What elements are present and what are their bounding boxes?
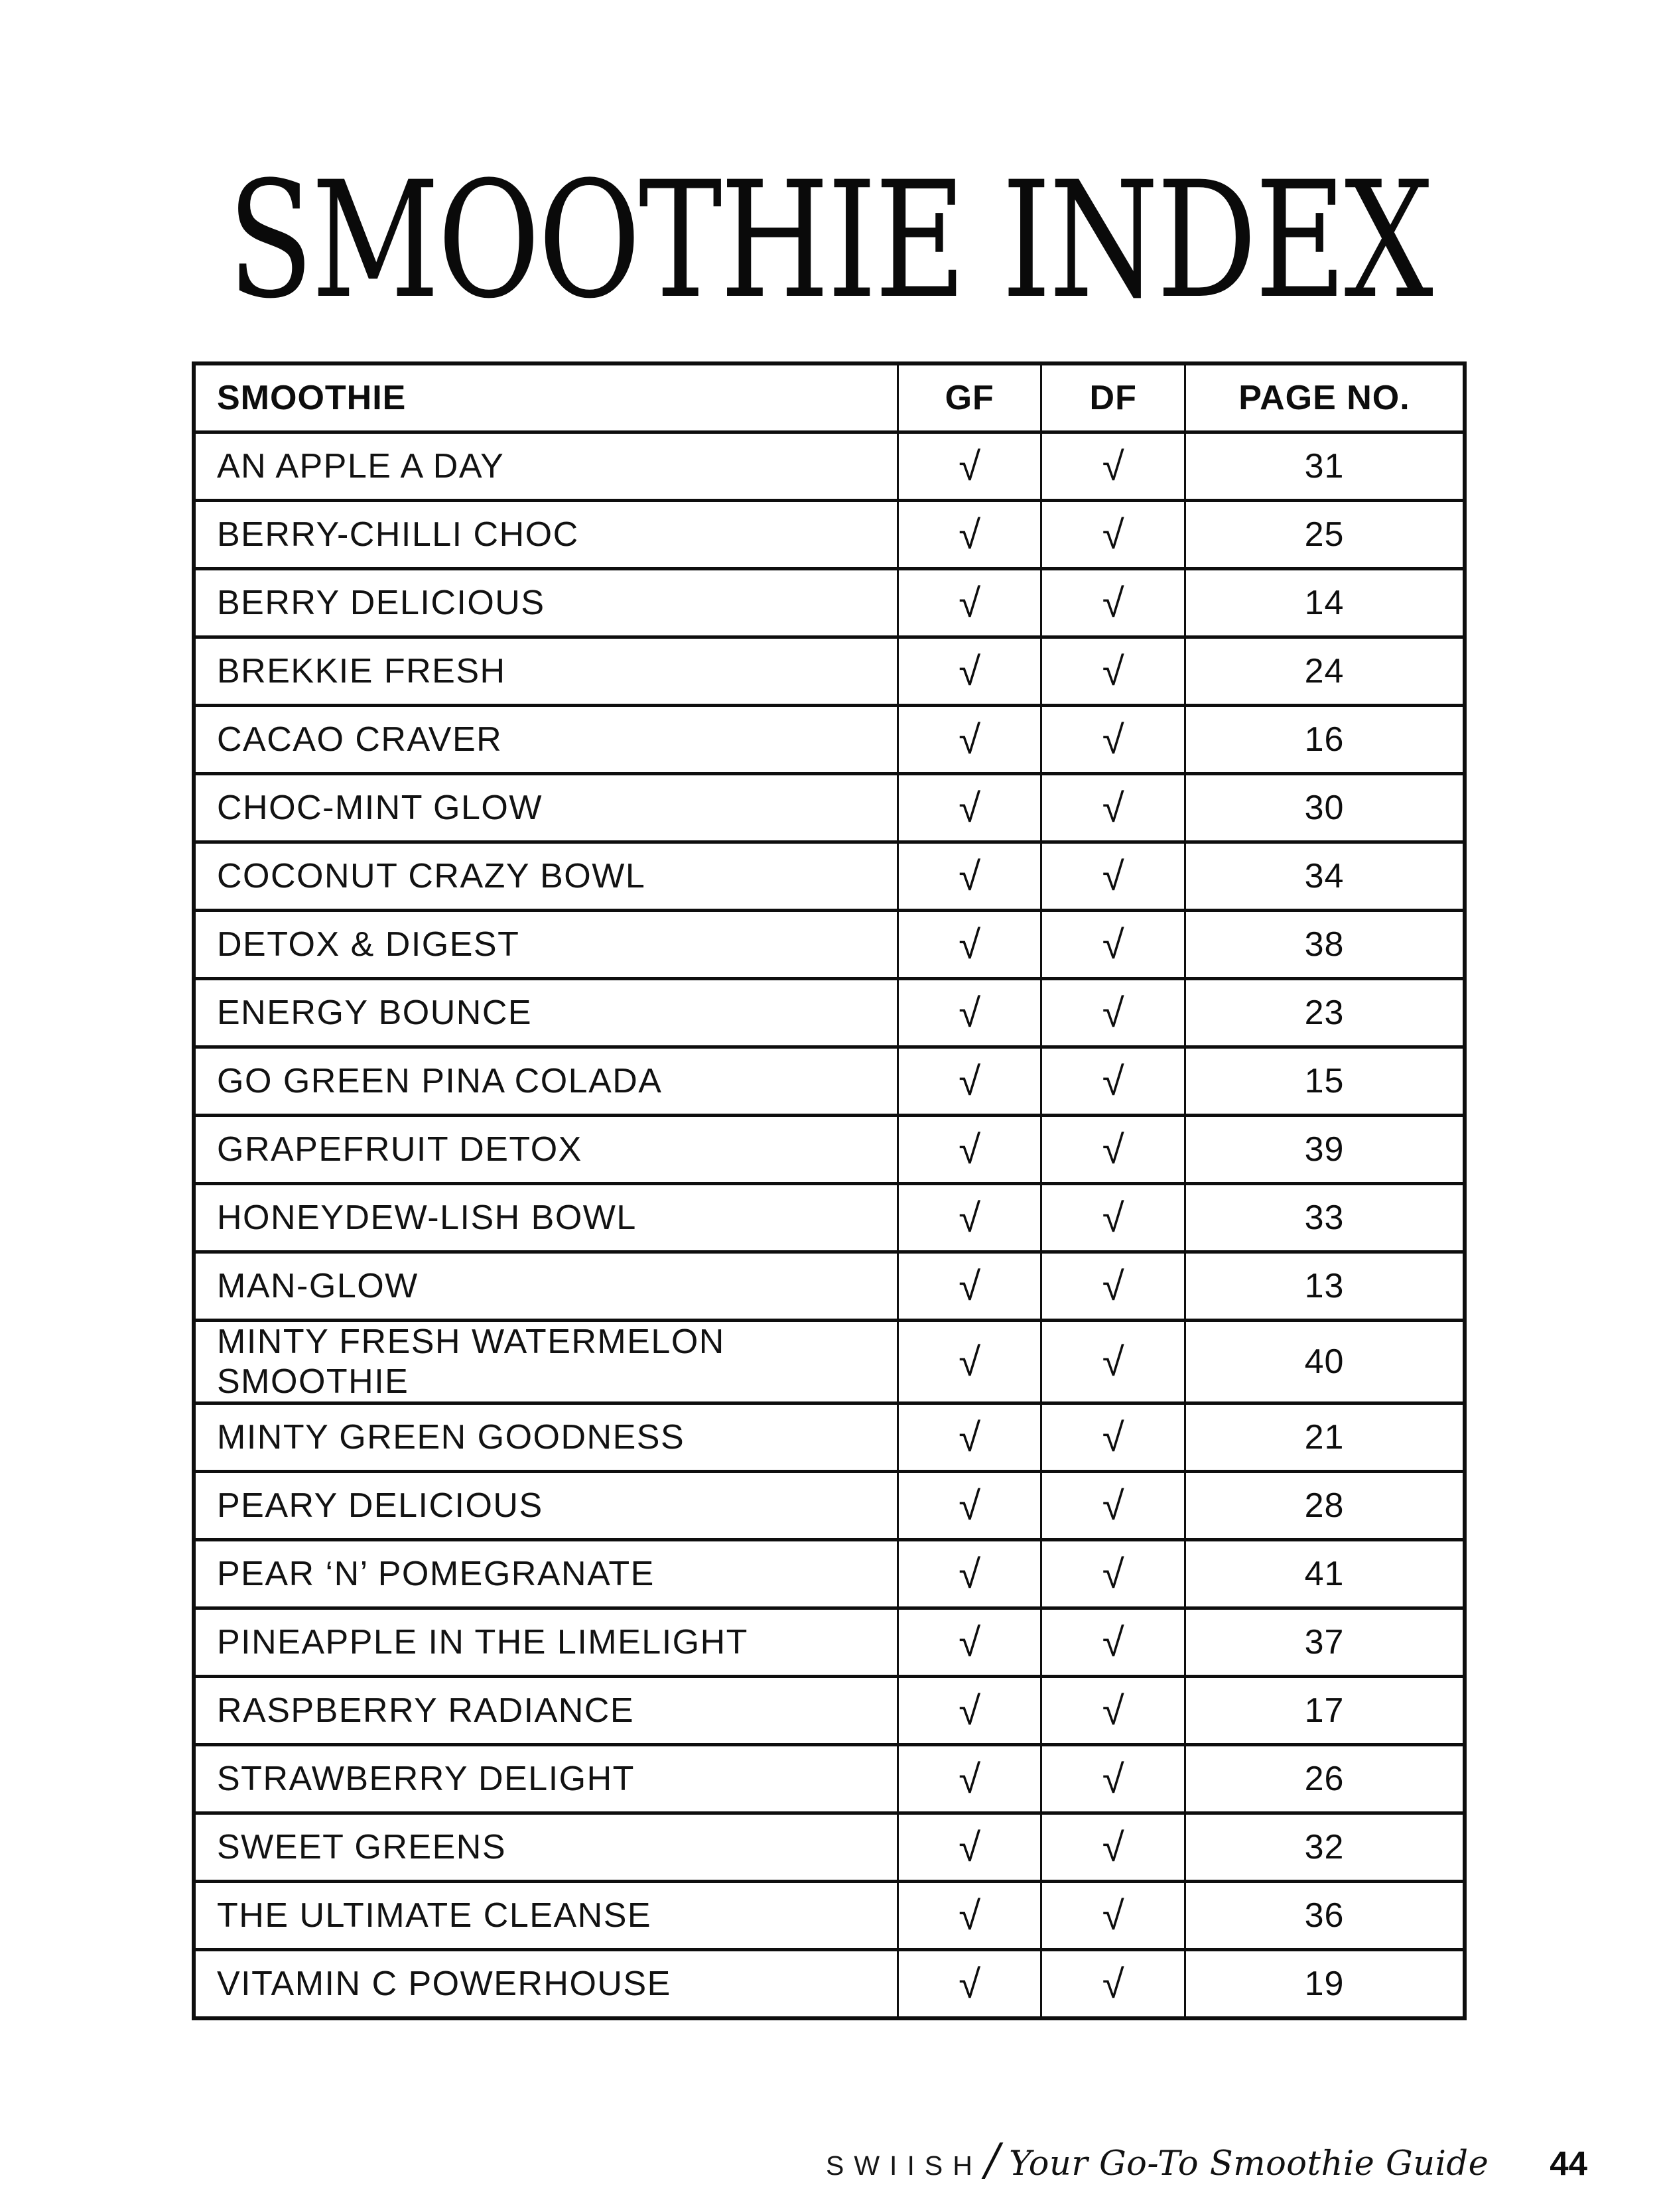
header-smoothie: SMOOTHIE [194,363,897,432]
df-check-cell: √ [1041,1321,1185,1403]
footer-slash: / [984,2134,1000,2185]
df-check-cell: √ [1041,842,1185,911]
page-number-cell: 25 [1185,501,1465,569]
gf-check-cell: √ [897,569,1041,637]
smoothie-name-cell: VITAMIN C POWERHOUSE [194,1950,897,2019]
df-check-cell: √ [1041,1047,1185,1116]
smoothie-name-cell: GO GREEN PINA COLADA [194,1047,897,1116]
smoothie-name-cell: PEAR ‘N’ POMEGRANATE [194,1540,897,1608]
smoothie-name-cell: RASPBERRY RADIANCE [194,1677,897,1745]
page-number-cell: 15 [1185,1047,1465,1116]
df-check-cell: √ [1041,501,1185,569]
smoothie-name-cell: MINTY GREEN GOODNESS [194,1403,897,1472]
page-number-cell: 33 [1185,1184,1465,1252]
page-number-cell: 23 [1185,979,1465,1047]
page-number-cell: 40 [1185,1321,1465,1403]
page-number-cell: 39 [1185,1116,1465,1184]
gf-check-cell: √ [897,432,1041,501]
smoothie-name-cell: HONEYDEW-LISH BOWL [194,1184,897,1252]
df-check-cell: √ [1041,1252,1185,1321]
gf-check-cell: √ [897,1472,1041,1540]
page-number-cell: 16 [1185,706,1465,774]
df-check-cell: √ [1041,1472,1185,1540]
gf-check-cell: √ [897,1813,1041,1882]
gf-check-cell: √ [897,1047,1041,1116]
df-check-cell: √ [1041,637,1185,706]
gf-check-cell: √ [897,1950,1041,2019]
table-row [194,569,1465,637]
table-row [194,774,1465,842]
footer-tagline: Your Go-To Smoothie Guide [1009,2144,1489,2183]
gf-check-cell: √ [897,1252,1041,1321]
table-row [194,1116,1465,1184]
table-row [194,1745,1465,1813]
table-row [194,1882,1465,1950]
smoothie-name-cell: MAN-GLOW [194,1252,897,1321]
df-check-cell: √ [1041,911,1185,979]
smoothie-name-cell: COCONUT CRAZY BOWL [194,842,897,911]
smoothie-name-cell: CHOC-MINT GLOW [194,774,897,842]
table-row [194,1047,1465,1116]
page-number-cell: 34 [1185,842,1465,911]
page-number-cell: 24 [1185,637,1465,706]
page-number-cell: 36 [1185,1882,1465,1950]
gf-check-cell: √ [897,1540,1041,1608]
smoothie-name-cell: ENERGY BOUNCE [194,979,897,1047]
gf-check-cell: √ [897,979,1041,1047]
table-row [194,1813,1465,1882]
table-row [194,706,1465,774]
df-check-cell: √ [1041,1116,1185,1184]
df-check-cell: √ [1041,774,1185,842]
smoothie-name-cell: STRAWBERRY DELIGHT [194,1745,897,1813]
table-row [194,842,1465,911]
smoothie-name-cell: SWEET GREENS [194,1813,897,1882]
table-row [194,1608,1465,1677]
df-check-cell: √ [1041,1745,1185,1813]
gf-check-cell: √ [897,911,1041,979]
df-check-cell: √ [1041,1950,1185,2019]
table-row [194,432,1465,501]
table-row [194,1472,1465,1540]
header-gf: GF [897,363,1041,432]
table-row [194,1950,1465,2019]
df-check-cell: √ [1041,1608,1185,1677]
table-row [194,501,1465,569]
page-number-cell: 41 [1185,1540,1465,1608]
table-body [194,432,1465,2019]
df-check-cell: √ [1041,1403,1185,1472]
header-page-no: PAGE NO. [1185,363,1465,432]
gf-check-cell: √ [897,842,1041,911]
page-title: SMOOTHIE INDEX [228,147,1431,334]
gf-check-cell: √ [897,1677,1041,1745]
gf-check-cell: √ [897,1321,1041,1403]
gf-check-cell: √ [897,1116,1041,1184]
smoothie-name-cell: THE ULTIMATE CLEANSE [194,1882,897,1950]
gf-check-cell: √ [897,1608,1041,1677]
gf-check-cell: √ [897,774,1041,842]
page-number-cell: 17 [1185,1677,1465,1745]
df-check-cell: √ [1041,569,1185,637]
table-row [194,1252,1465,1321]
table-row [194,911,1465,979]
smoothie-name-cell: MINTY FRESH WATERMELON SMOOTHIE [194,1321,897,1403]
smoothie-name-cell: CACAO CRAVER [194,706,897,774]
smoothie-name-cell: DETOX & DIGEST [194,911,897,979]
brand-text: SWIISH [826,2150,982,2181]
header-df: DF [1041,363,1185,432]
page-number-cell: 38 [1185,911,1465,979]
gf-check-cell: √ [897,1882,1041,1950]
df-check-cell: √ [1041,432,1185,501]
table-row [194,1677,1465,1745]
table-row [194,1403,1465,1472]
table-row [194,1540,1465,1608]
smoothie-name-cell: BERRY DELICIOUS [194,569,897,637]
page-number-cell: 19 [1185,1950,1465,2019]
gf-check-cell: √ [897,1745,1041,1813]
gf-check-cell: √ [897,706,1041,774]
df-check-cell: √ [1041,1813,1185,1882]
table-row [194,1184,1465,1252]
gf-check-cell: √ [897,637,1041,706]
table-row [194,1321,1465,1403]
page-number-cell: 28 [1185,1472,1465,1540]
gf-check-cell: √ [897,1403,1041,1472]
table-row [194,979,1465,1047]
page-footer [826,2134,1587,2185]
df-check-cell: √ [1041,706,1185,774]
page-number-cell: 26 [1185,1745,1465,1813]
gf-check-cell: √ [897,501,1041,569]
page-number-cell: 13 [1185,1252,1465,1321]
smoothie-name-cell: BREKKIE FRESH [194,637,897,706]
smoothie-name-cell: PINEAPPLE IN THE LIMELIGHT [194,1608,897,1677]
smoothie-name-cell: BERRY-CHILLI CHOC [194,501,897,569]
footer-page-number: 44 [1550,2144,1587,2182]
page-number-cell: 32 [1185,1813,1465,1882]
smoothie-name-cell: PEARY DELICIOUS [194,1472,897,1540]
table-header-row [194,363,1465,432]
table-row [194,637,1465,706]
page-number-cell: 14 [1185,569,1465,637]
page-number-cell: 37 [1185,1608,1465,1677]
smoothie-name-cell: AN APPLE A DAY [194,432,897,501]
df-check-cell: √ [1041,1540,1185,1608]
df-check-cell: √ [1041,1184,1185,1252]
smoothie-name-cell: GRAPEFRUIT DETOX [194,1116,897,1184]
gf-check-cell: √ [897,1184,1041,1252]
page-number-cell: 31 [1185,432,1465,501]
page-number-cell: 30 [1185,774,1465,842]
smoothie-index-table [192,361,1467,2020]
df-check-cell: √ [1041,979,1185,1047]
page-number-cell: 21 [1185,1403,1465,1472]
df-check-cell: √ [1041,1882,1185,1950]
df-check-cell: √ [1041,1677,1185,1745]
